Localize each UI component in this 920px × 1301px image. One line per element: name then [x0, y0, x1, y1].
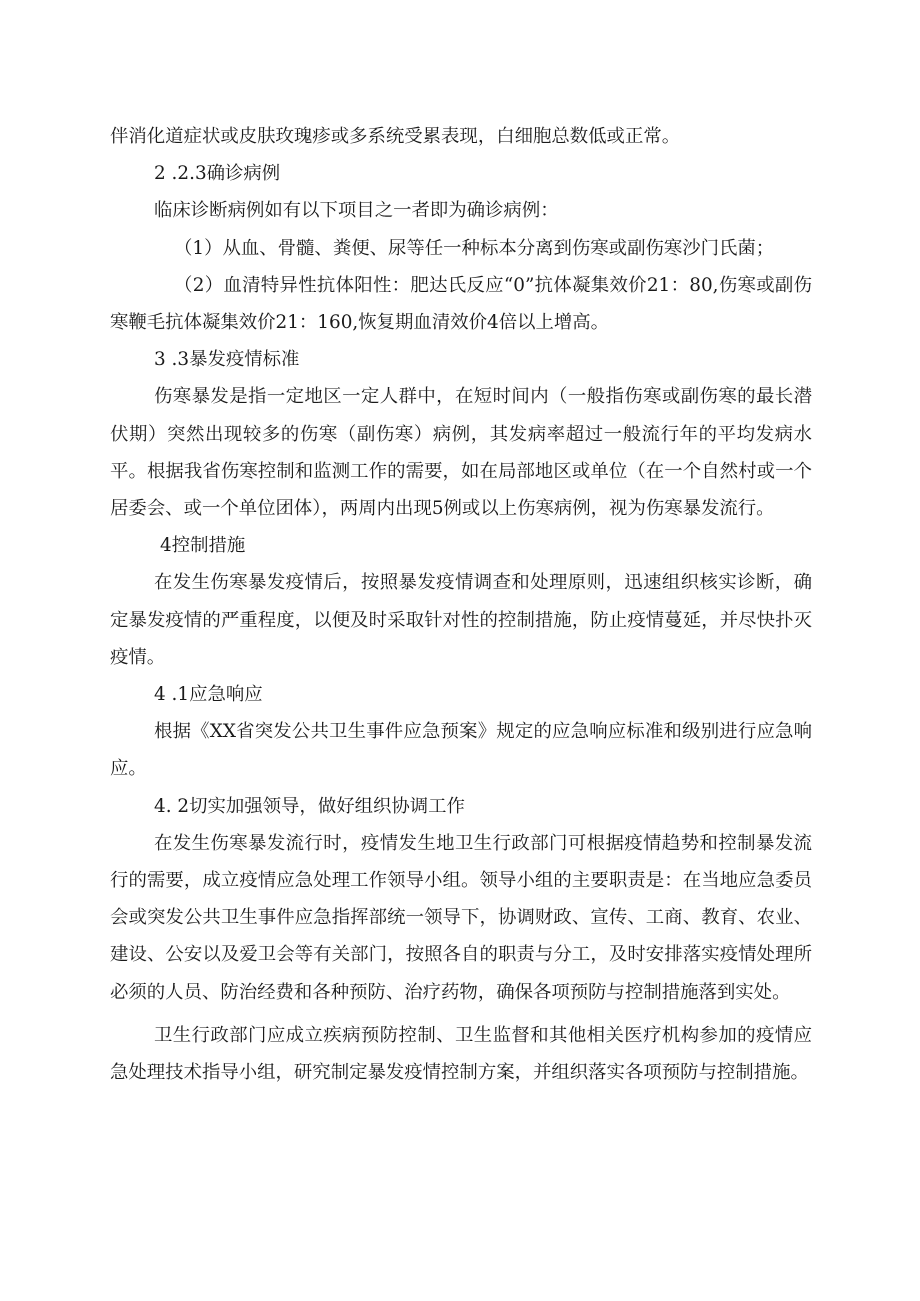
paragraph-outbreak-definition: 伤寒暴发是指一定地区一定人群中，在短时间内（一般指伤寒或副伤寒的最长潜伏期）突然出现较多的伤寒（副伤寒）病例，其发病率超过一般流行年的平均发病水平。根据我省伤寒控制和监测工作的需要，如在局部地区或单位（在一个自然村或一个居委会、或一个单位团体），两周内出现5例或以上伤寒病例，视为伤寒暴发流行。 [110, 386, 812, 520]
list-item-1: （1）从血、骨髓、粪便、尿等任一种标本分离到伤寒或副伤寒沙门氏菌； [174, 237, 775, 259]
paragraph-leadership: 在发生伤寒暴发流行时，疫情发生地卫生行政部门可根据疫情趋势和控制暴发流行的需要，成立疫情应急处理工作领导小组。领导小组的主要职责是：在当地应急委员会或突发公共卫生事件应急指挥部统一领导下，协调财政、宣传、工商、教育、农业、建设、公安以及爱卫会等有关部门，按照各自的职责与分工，及时安排落实疫情处理所必须的人员、防治经费和各种预防、治疗药物，确保各项预防与控制措施落到实处。 [110, 832, 812, 1003]
paragraph-technical-group: 卫生行政部门应成立疾病预防控制、卫生监督和其他相关医疗机构参加的疫情应急处理技术指导小组，研究制定暴发疫情控制方案，并组织落实各项预防与控制措施。 [110, 1024, 812, 1084]
heading-4-2: 4. 2切实加强领导，做好组织协调工作 [154, 795, 465, 817]
heading-2-2-3: 2 .2.3确诊病例 [154, 163, 281, 185]
heading-4: 4控制措施 [160, 535, 246, 557]
paragraph-control-measures: 在发生伤寒暴发疫情后，按照暴发疫情调查和处理原则，迅速组织核实诊断，确定暴发疫情的严重程度，以便及时采取针对性的控制措施，防止疫情蔓延，并尽快扑灭疫情。 [110, 572, 812, 668]
paragraph-intro-tail: 伴消化道症状或皮肤玫瑰疹或多系统受累表现，白细胞总数低或正常。 [110, 126, 681, 147]
heading-3-3: 3 .3暴发疫情标准 [154, 349, 300, 371]
paragraph-confirm-intro: 临床诊断病例如有以下项目之一者即为确诊病例： [154, 200, 559, 222]
list-item-2: （2）血清特异性抗体阳性：肥达氏反应“0”抗体凝集效价21：80,伤寒或副伤寒鞭毛抗体凝集效价21：160,恢复期血清效价4倍以上增高。 [110, 274, 812, 334]
heading-4-1: 4 .1应急响应 [154, 684, 263, 706]
paragraph-emergency-response: 根据《XX省突发公共卫生事件应急预案》规定的应急响应标准和级别进行应急响应。 [110, 721, 812, 780]
document-body [110, 118, 812, 1091]
